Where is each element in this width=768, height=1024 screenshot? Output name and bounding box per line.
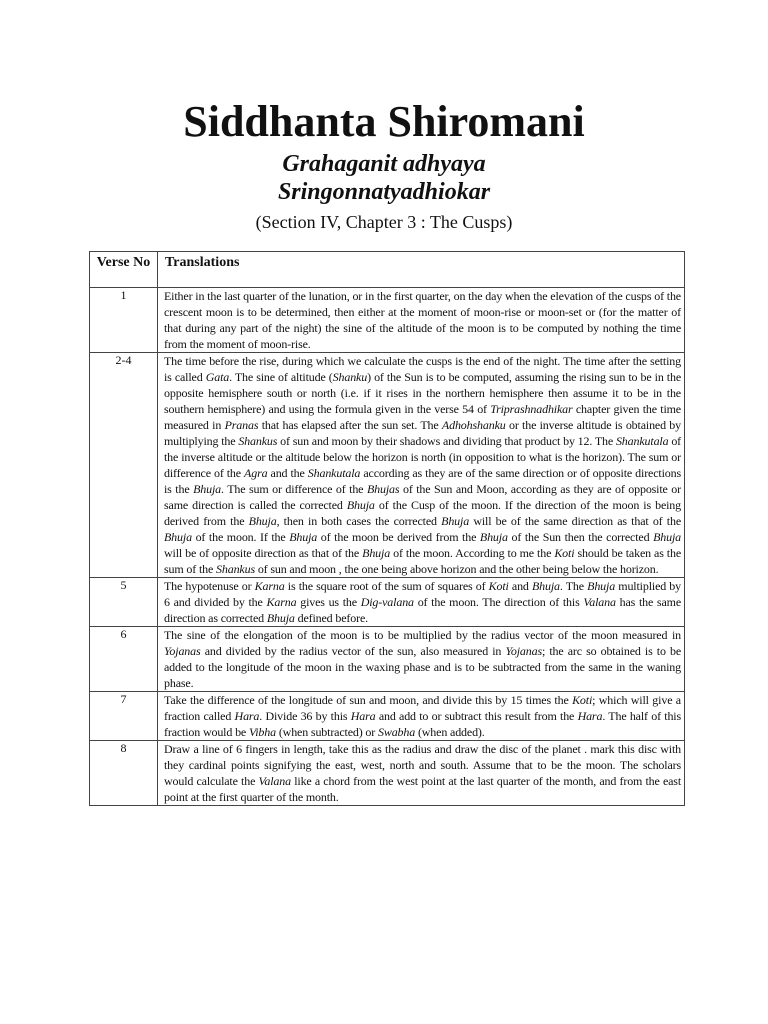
sanskrit-term: Bhuja: [587, 579, 616, 593]
sanskrit-term: Adhohshanku: [441, 418, 506, 432]
page-title: Siddhanta Shiromani: [183, 97, 585, 146]
sanskrit-term: Koti: [554, 546, 575, 560]
verse-number: 8: [90, 741, 158, 806]
verse-translation: The hypotenuse or Karna is the square root of the sum of squares of Koti and Bhuja. The Bhuja multiplied by 6 and divided by the Karna gives us the Dig-valana of the moon. The direction of this Valana has the same direction as corrected Bhuja defined before.: [158, 578, 685, 627]
sanskrit-term: Shankus: [216, 562, 255, 576]
verse-translation: Take the difference of the longitude of sun and moon, and divide this by 15 times the Koti; which will give a fraction called Hara. Divide 36 by this Hara and add to or subtract this result from the Hara. The half of this fraction would be Vibha (when subtracted) or Swabha (when added).: [158, 692, 685, 741]
sanskrit-term: Bhuja: [346, 498, 375, 512]
section-heading: (Section IV, Chapter 3 : The Cusps): [255, 212, 513, 232]
sanskrit-term: Bhuja: [248, 514, 277, 528]
sanskrit-term: Bhujas: [366, 482, 400, 496]
header-verse-no: Verse No: [90, 252, 158, 288]
verse-translation: The sine of the elongation of the moon is to be multiplied by the radius vector of the moon measured in Yojanas and divided by the radius vector of the sun, also measured in Yojanas; the arc so obtained is to be added to the longitude of the moon in the waxing phase and is to be subtracted from the same in the waning phase.: [158, 627, 685, 692]
sanskrit-term: Bhuja: [531, 579, 560, 593]
verse-translation: Either in the last quarter of the lunation, or in the first quarter, on the day when the elevation of the cusps of the crescent moon is to be determined, then either at the moment of moon-rise or moon-set or (for the matter of that during any part of the night) the sine of the altitude of the moon is to be computed by nothing the time from the moment of moon-rise.: [158, 288, 685, 353]
sanskrit-term: Dig-valana: [360, 595, 414, 609]
sanskrit-term: Yojanas: [505, 644, 542, 658]
verse-translation: Draw a line of 6 fingers in length, take this as the radius and draw the disc of the planet . mark this disc with they cardinal points signifying the east, west, north and south. Assume that to be the moon. The scholars would calculate the Valana like a chord from the west point at the last quarter of the month, and from the east point at the first quarter of the month.: [158, 741, 685, 806]
sanskrit-term: Valana: [258, 774, 291, 788]
sanskrit-term: Bhuja: [164, 530, 192, 544]
table-row: [90, 741, 685, 806]
sanskrit-term: Hara: [577, 709, 603, 723]
sanskrit-term: Bhuja: [266, 611, 295, 625]
verse-number: 1: [90, 288, 158, 353]
verses-table: [89, 251, 685, 806]
sanskrit-term: Bhuja: [653, 530, 681, 544]
sanskrit-term: Triprashnadhikar: [490, 402, 573, 416]
sanskrit-term: Karna: [266, 595, 297, 609]
sanskrit-term: Yojanas: [164, 644, 201, 658]
sanskrit-term: Bhuja: [362, 546, 391, 560]
verse-number: 6: [90, 627, 158, 692]
sanskrit-term: Shankutala: [307, 466, 361, 480]
sanskrit-term: Agra: [244, 466, 268, 480]
table-row: [90, 578, 685, 627]
sanskrit-term: Swabha: [377, 725, 416, 739]
table-header-row: [90, 252, 685, 288]
sanskrit-term: Shankutala: [615, 434, 669, 448]
table-row: [90, 692, 685, 741]
header-translations: Translations: [158, 252, 685, 288]
sanskrit-term: Bhuja: [479, 530, 508, 544]
verse-number: 2-4: [90, 353, 158, 578]
sanskrit-term: Shanku: [332, 370, 368, 384]
table-row: [90, 288, 685, 353]
table-row: [90, 627, 685, 692]
table-row: [90, 353, 685, 578]
sanskrit-term: Bhuja: [289, 530, 318, 544]
verse-number: 7: [90, 692, 158, 741]
sanskrit-term: Karna: [254, 579, 285, 593]
sanskrit-term: Koti: [572, 693, 593, 707]
sanskrit-term: Vibha: [248, 725, 276, 739]
sanskrit-term: Pranas: [224, 418, 259, 432]
subtitle-adhikar: Sringonnatyadhiokar: [277, 179, 491, 205]
sanskrit-term: Hara: [234, 709, 260, 723]
sanskrit-term: Bhuja: [193, 482, 221, 496]
verse-number: 5: [90, 578, 158, 627]
verse-translation: The time before the rise, during which we calculate the cusps is the end of the night. The time after the setting is called Gata. The sine of altitude (Shanku) of the Sun is to be computed, assuming the rising sun to be in the opposite hemisphere south or north (i.e. if it rises in the northern hemisphere then assume it to be in the southern hemisphere) and using the formula given in the verse 54 of Triprashnadhikar chapter given the time measured in Pranas that has elapsed after the sun set. The Adhohshanku or the inverse altitude is obtained by multiplying the Shankus of sun and moon by their shadows and dividing that product by 12. The Shankutala of the inverse altitude or the altitude below the horizon is north (in opposition to what is the horizon). The sum or difference of the Agra and the Shankutala according as they are of the same direction or of opposite directions is the Bhuja. The sum or difference of the Bhujas of the Sun and Moon, according as they are of opposite or same direction is called the corrected Bhuja of the Cusp of the moon. If the direction of the moon is being derived from the Bhuja, then in both cases the corrected Bhuja will be of the same direction as that of the Bhuja of the moon. If the Bhuja of the moon be derived from the Bhuja of the Sun then the corrected Bhuja will be of opposite direction as that of the Bhuja of the moon. According to me the Koti should be taken as the sum of the Shankus of sun and moon , the one being above horizon and the other being below the horizon.: [158, 353, 685, 578]
sanskrit-term: Hara: [350, 709, 376, 723]
sanskrit-term: Bhuja: [441, 514, 470, 528]
subtitle-adhyaya: Grahaganit adhyaya: [282, 151, 486, 177]
sanskrit-term: Valana: [583, 595, 616, 609]
sanskrit-term: Gata: [205, 370, 230, 384]
sanskrit-term: Shankus: [238, 434, 278, 448]
sanskrit-term: Koti: [488, 579, 509, 593]
